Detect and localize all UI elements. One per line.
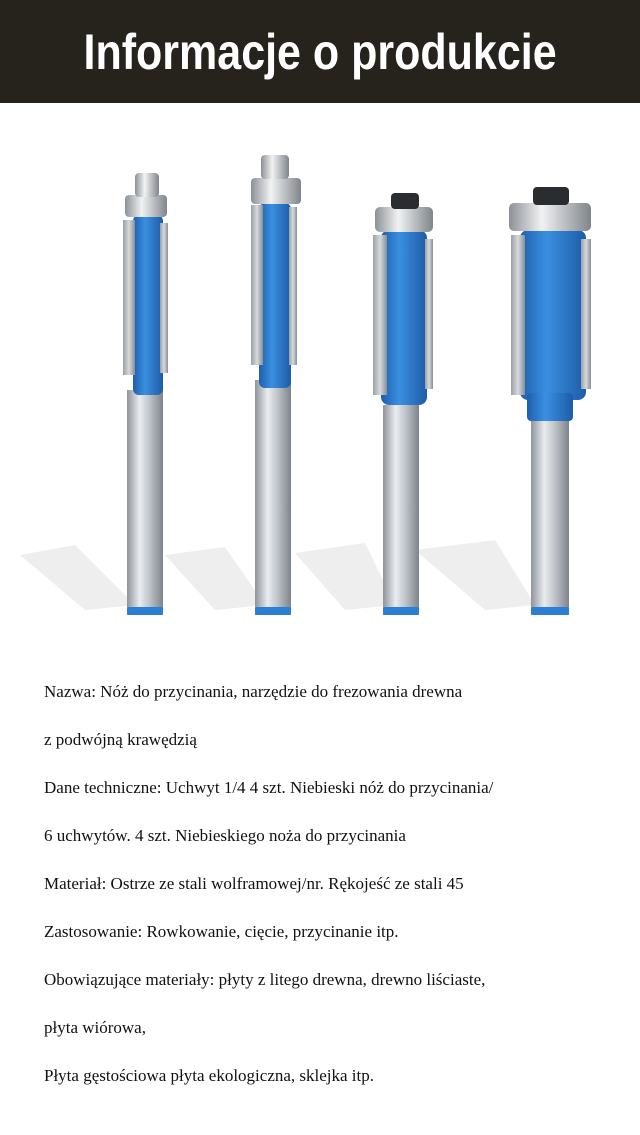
router-bit-2 bbox=[251, 155, 301, 615]
info-line-name-cont: z podwójną krawędzią bbox=[44, 730, 197, 749]
header-banner bbox=[0, 0, 640, 103]
info-line-materials-cont-2: Płyta gęstościowa płyta ekologiczna, sklejka itp. bbox=[44, 1066, 375, 1085]
info-line-usage: Zastosowanie: Rowkowanie, cięcie, przycinanie itp. bbox=[44, 922, 399, 941]
info-line-materials: Obowiązujące materiały: płyty z litego drewna, drewno liściaste, bbox=[44, 970, 486, 989]
router-bit-4 bbox=[509, 187, 591, 615]
router-bit-1 bbox=[123, 173, 168, 615]
info-line-material: Materiał: Ostrze ze stali wolframowej/nr. Rękojeść ze stali 45 bbox=[44, 874, 464, 893]
info-line-name: Nazwa: Nóż do przycinania, narzędzie do frezowania drewna bbox=[44, 682, 463, 701]
info-line-specs: Dane techniczne: Uchwyt 1/4 4 szt. Niebieski nóż do przycinania/ bbox=[44, 778, 494, 797]
info-line-materials-cont: płyta wiórowa, bbox=[44, 1018, 146, 1037]
info-line-specs-cont: 6 uchwytów. 4 szt. Niebieskiego noża do przycinania bbox=[44, 826, 406, 845]
page-title: Informacje o produkcie bbox=[83, 23, 557, 80]
product-photo bbox=[15, 135, 625, 632]
